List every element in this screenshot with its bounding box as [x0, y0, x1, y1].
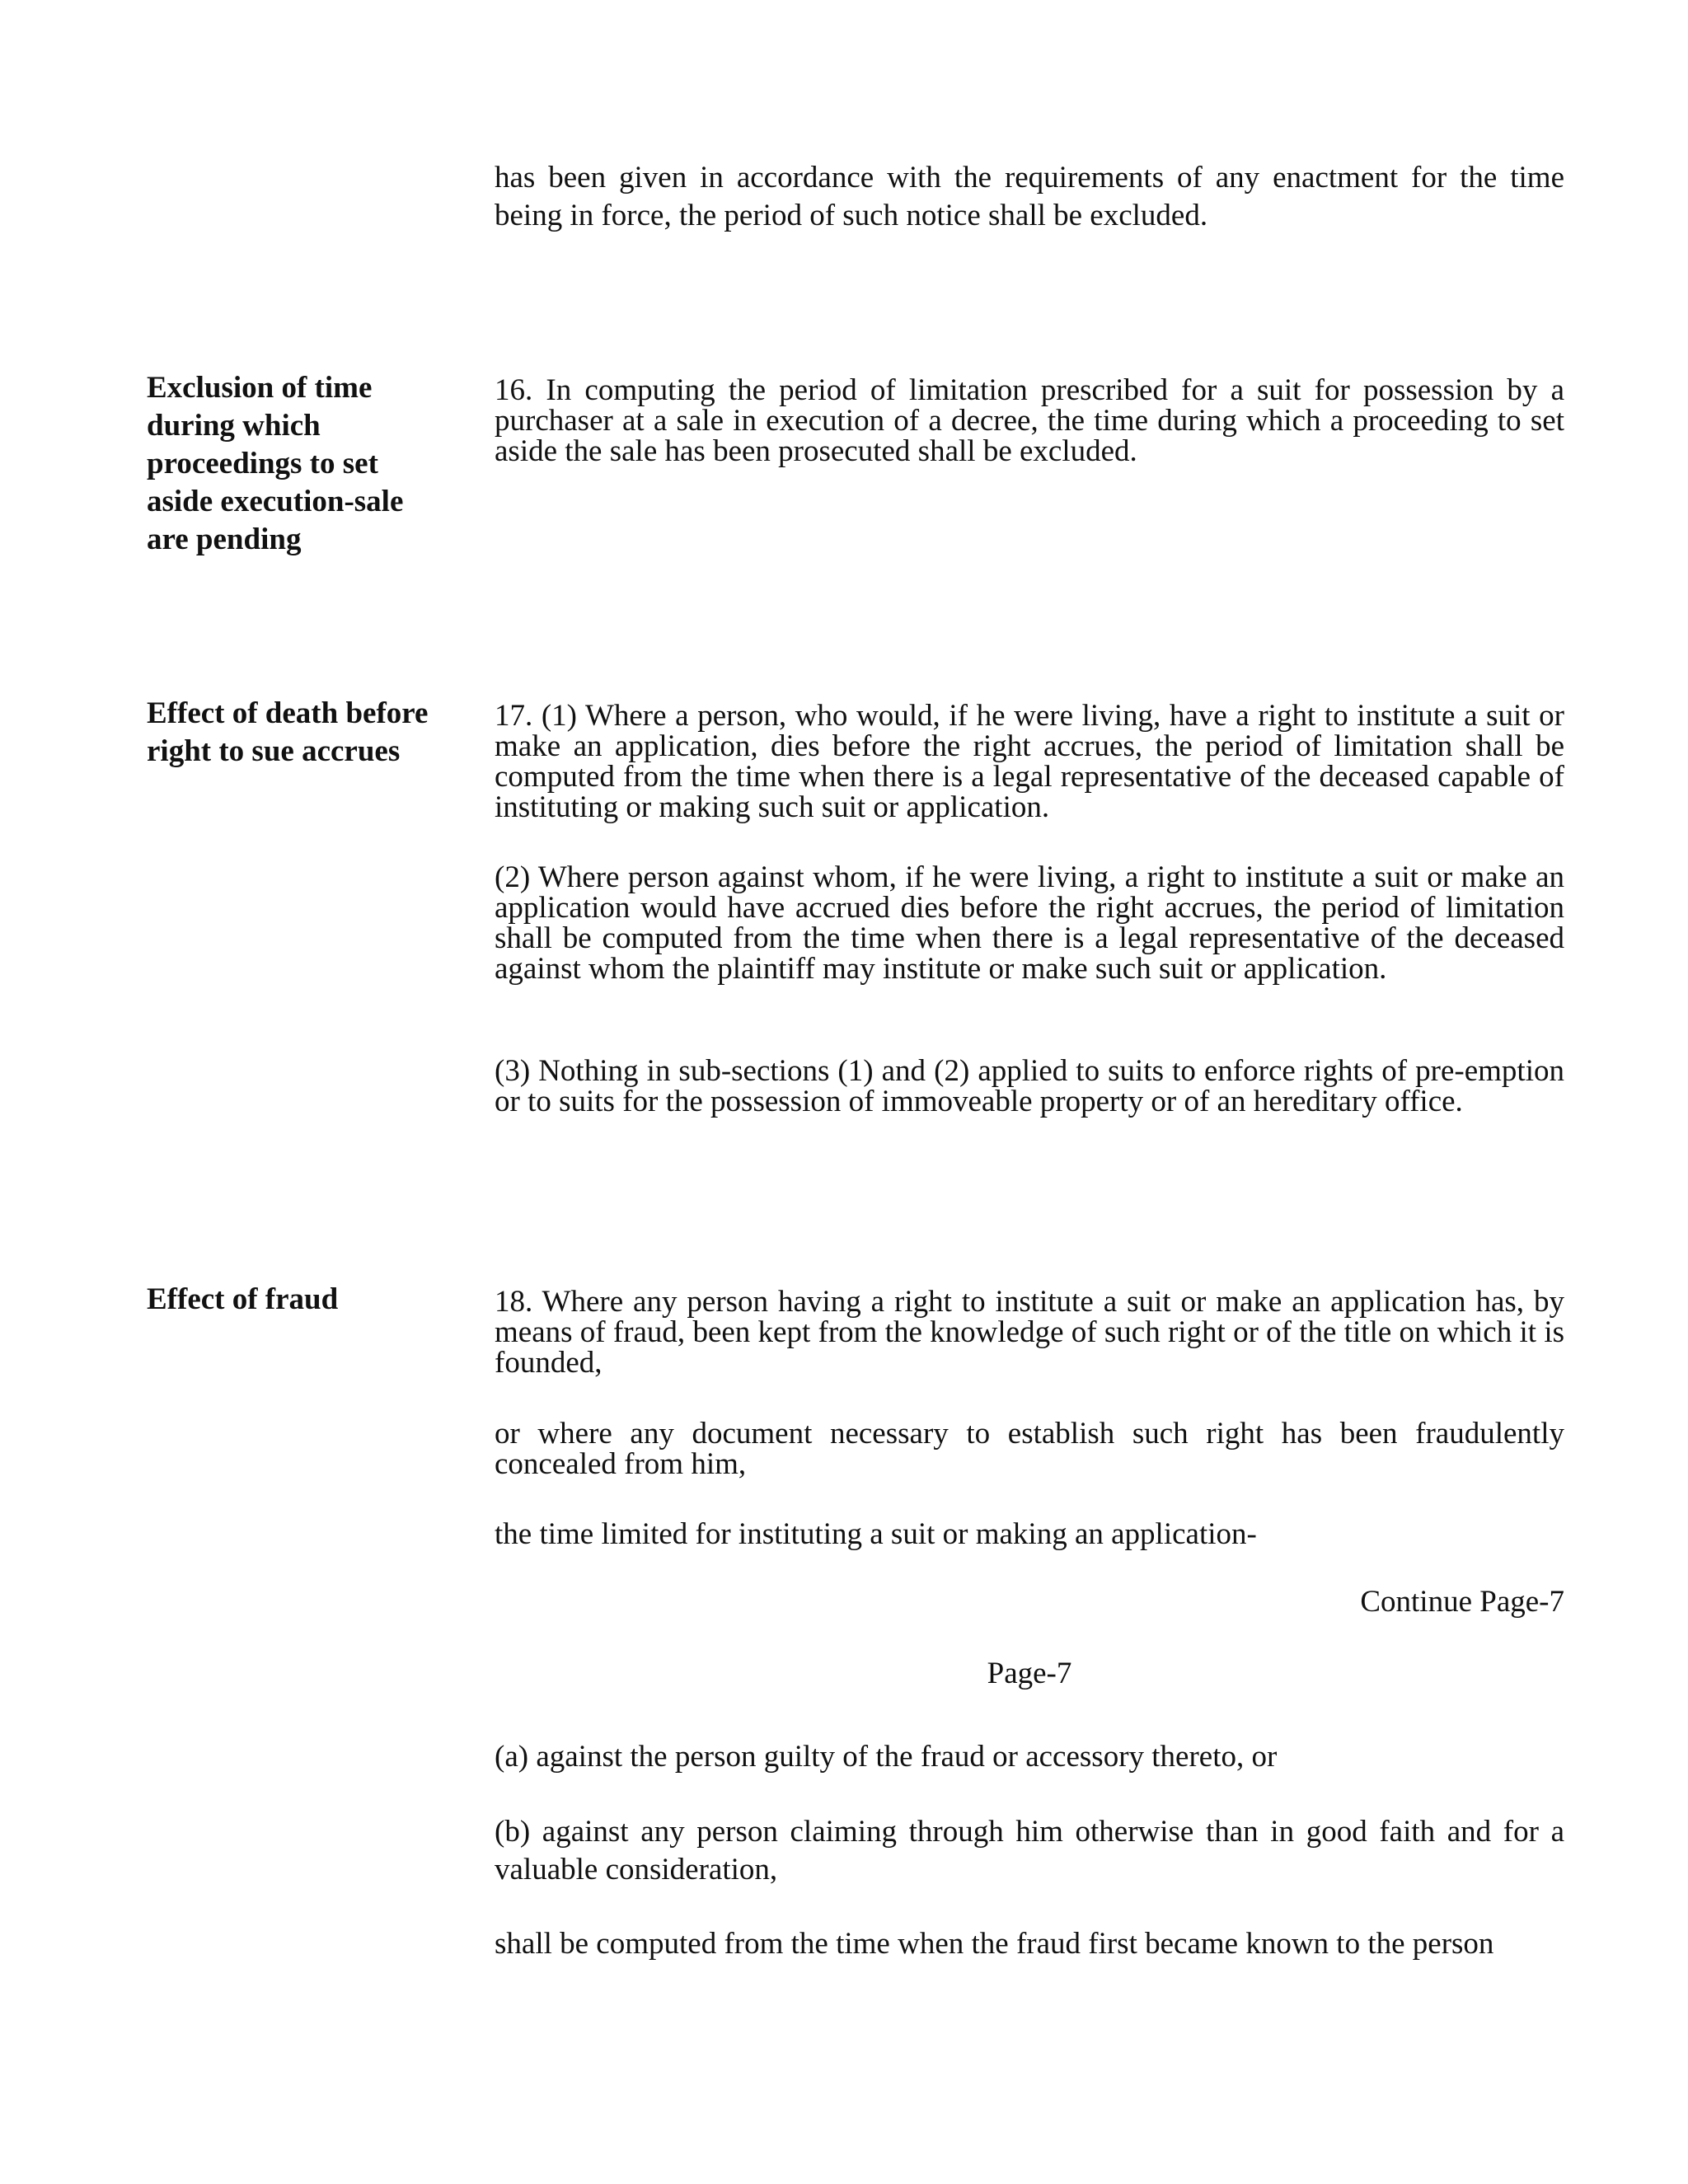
clause-a: (a) against the person guilty of the fraud or accessory thereto, or	[495, 1740, 1278, 1774]
section-17-paragraph-2: (2) Where person against whom, if he were living, a right to institute a suit or make an application would have accrued dies before the right accrues, the period of limitation shall be computed from the time when there is a legal representative of the deceased against whom the plaintiff may institute or make such suit or application.	[495, 860, 1564, 986]
section-18-paragraph-1: 18. Where any person having a right to institute a suit or make an application has, by means of fraud, been kept from the knowledge of such right or of the title on which it is founded,	[495, 1285, 1564, 1380]
section-17-paragraph-3: (3) Nothing in sub-sections (1) and (2) applied to suits to enforce rights of pre-emption or to suits for the possession of immoveable property or of an hereditary office.	[495, 1054, 1564, 1118]
section-17-paragraph-1: 17. (1) Where a person, who would, if he were living, have a right to institute a suit or make an application, dies before the right accrues, the period of limitation shall be computed from the time when there is a legal representative of the deceased capable of instituting or making such suit or application.	[495, 699, 1564, 824]
section-16-paragraph: 16. In computing the period of limitation prescribed for a suit for possession by a purchaser at a sale in execution of a decree, the time during which a proceeding to set aside the sale has been prosecuted shall be excluded.	[495, 373, 1564, 468]
section-17-heading: Effect of death before right to sue accrues	[147, 696, 429, 768]
continue-page-note: Continue Page-7	[1360, 1585, 1564, 1619]
section-16-heading: Exclusion of time during which proceedings to set aside execution-sale are pending	[147, 371, 404, 556]
section-18-paragraph-3: the time limited for instituting a suit or making an application-	[495, 1517, 1257, 1551]
continuation-paragraph: has been given in accordance with the requirements of any enactment for the time being in force, the period of such notice shall be excluded.	[495, 161, 1564, 232]
clause-b: (b) against any person claiming through him otherwise than in good faith and for a valuable consideration,	[495, 1815, 1564, 1886]
section-18-tail: shall be computed from the time when the fraud first became known to the person	[495, 1927, 1494, 1961]
page-number-label: Page-7	[987, 1657, 1072, 1690]
section-18-paragraph-2: or where any document necessary to establish such right has been fraudulently concealed from him,	[495, 1417, 1564, 1481]
section-18-heading: Effect of fraud	[147, 1282, 339, 1316]
